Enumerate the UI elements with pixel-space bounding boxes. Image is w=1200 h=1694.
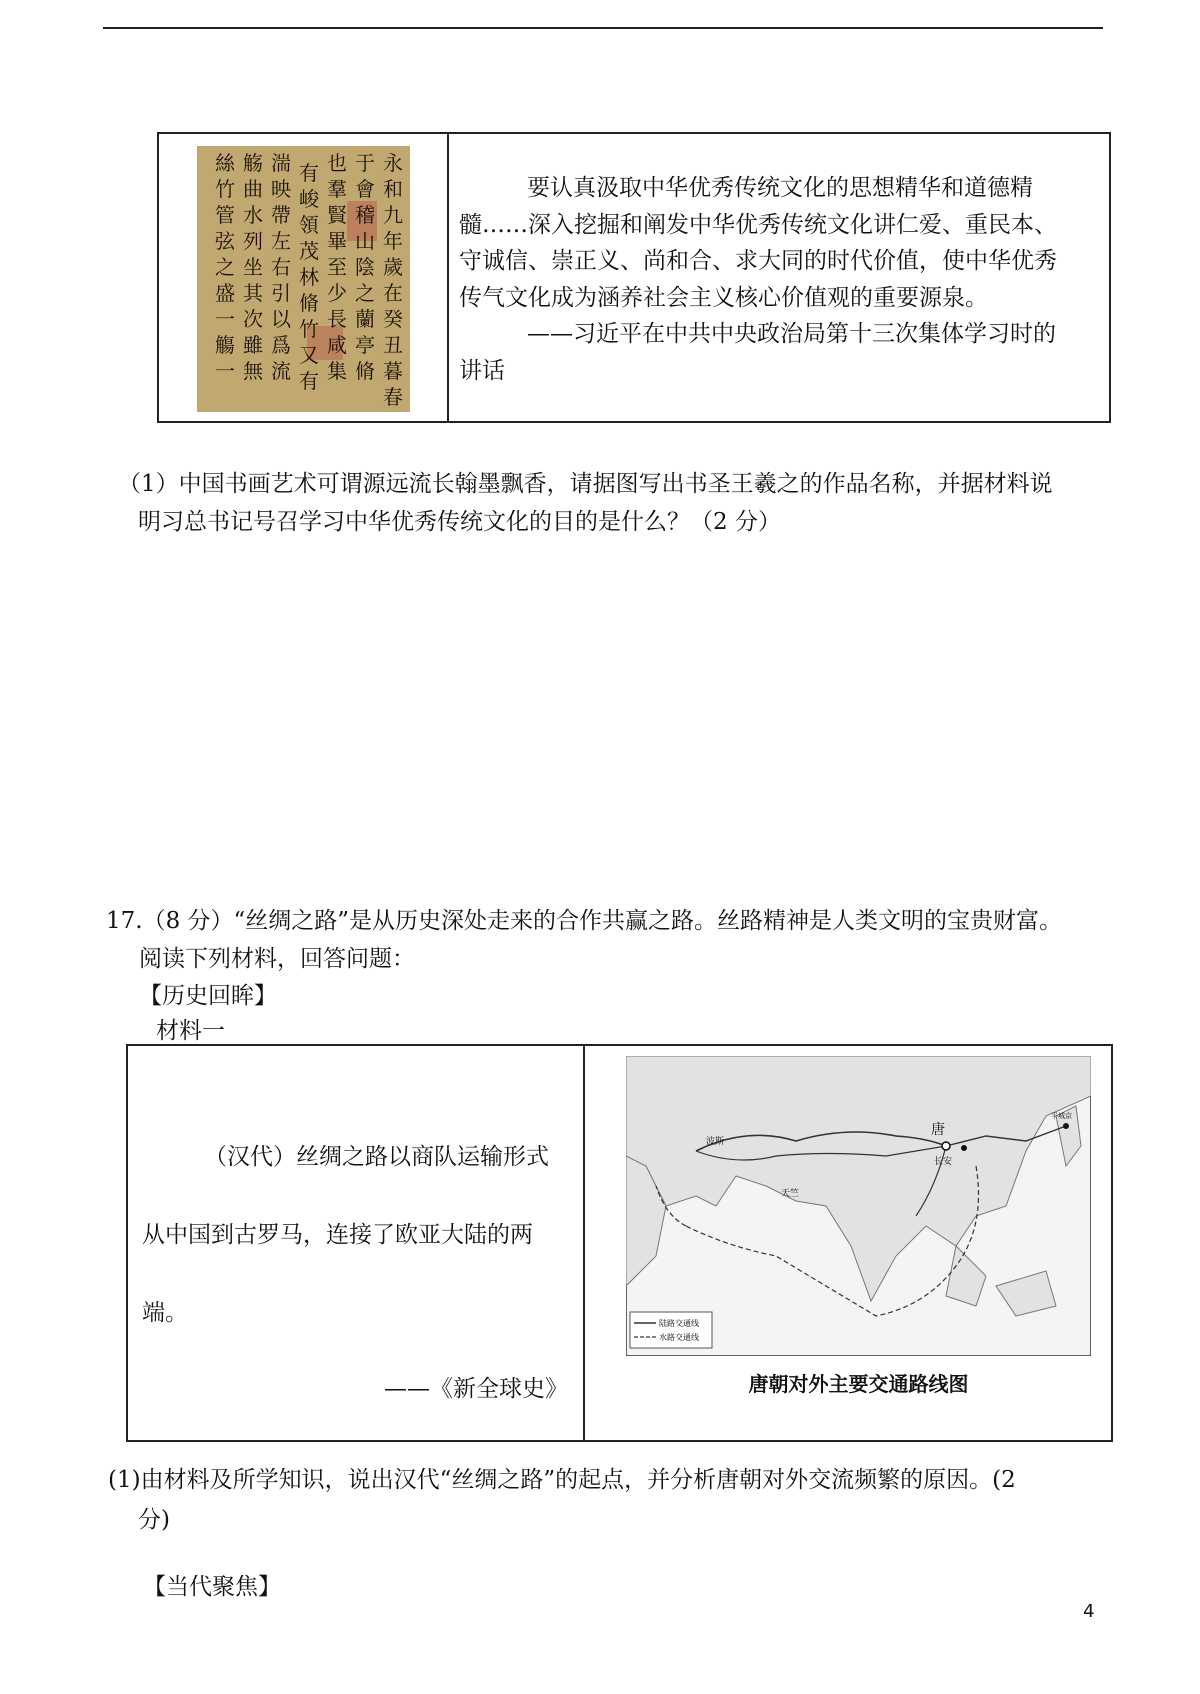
- svg-text:和: 和: [383, 177, 403, 201]
- material-line: 端。: [142, 1300, 188, 1326]
- calligraphy-image: [197, 146, 410, 412]
- svg-text:有: 有: [299, 369, 319, 393]
- svg-text:集: 集: [327, 359, 347, 383]
- svg-text:之: 之: [215, 255, 235, 279]
- svg-text:春: 春: [383, 385, 403, 409]
- svg-text:于: 于: [355, 151, 375, 175]
- map-label-persia: 波斯: [706, 1137, 725, 1147]
- question-17-1-line1: (1)由材料及所学知识，说出汉代“丝绸之路”的起点，并分析唐朝对外交流频繁的原因。(2: [108, 1467, 1016, 1493]
- header-rule: [103, 27, 1103, 29]
- svg-text:永: 永: [383, 151, 403, 175]
- svg-text:雖: 雖: [243, 333, 263, 357]
- svg-text:之: 之: [355, 281, 375, 305]
- svg-text:少: 少: [327, 281, 347, 305]
- quote-source: ——习近平在中共中央政治局第十三次集体学习时的: [527, 321, 1056, 347]
- svg-text:山: 山: [355, 229, 375, 253]
- svg-text:水: 水: [243, 203, 263, 227]
- svg-text:坐: 坐: [243, 255, 263, 279]
- map-caption: 唐朝对外主要交通路线图: [748, 1372, 969, 1396]
- svg-text:脩: 脩: [355, 359, 375, 383]
- svg-text:丑: 丑: [383, 333, 403, 357]
- svg-text:管: 管: [215, 203, 235, 227]
- table-divider: [447, 134, 449, 421]
- svg-text:在: 在: [383, 281, 403, 305]
- svg-text:茂: 茂: [299, 239, 319, 263]
- map-label-tianzhu: 天竺: [781, 1189, 800, 1199]
- svg-text:絲: 絲: [215, 151, 235, 175]
- question-1: [118, 465, 1118, 541]
- svg-text:稽: 稽: [355, 203, 375, 227]
- material-source: ——《新全球史》: [384, 1376, 568, 1402]
- svg-text:流: 流: [271, 359, 291, 383]
- section-heading-history: 【历史回眸】: [139, 983, 277, 1009]
- svg-text:爲: 爲: [271, 333, 291, 357]
- material-table-1: [157, 132, 1111, 423]
- question-17-line1: 17.（8 分）“丝绸之路”是从历史深处走来的合作共赢之路。丝路精神是人类文明的宝贵财富。: [106, 908, 1063, 934]
- svg-text:也: 也: [327, 151, 347, 175]
- svg-text:盛: 盛: [215, 281, 235, 305]
- svg-text:帶: 帶: [271, 203, 291, 227]
- svg-text:竹: 竹: [299, 317, 319, 341]
- quote-line: 守诚信、崇正义、尚和合、求大同的时代价值，使中华优秀: [459, 248, 1057, 274]
- tang-route-map: [626, 1056, 1091, 1356]
- material-table-2: [126, 1044, 1113, 1442]
- quote-line: 要认真汲取中华优秀传统文化的思想精华和道德精: [527, 175, 1033, 201]
- material-line: 从中国到古罗马，连接了欧亚大陆的两: [142, 1222, 533, 1248]
- quote-line: 髓……深入挖掘和阐发中华优秀传统文化讲仁爱、重民本、: [459, 211, 1057, 238]
- material-line: （汉代）丝绸之路以商队运输形式: [204, 1144, 549, 1170]
- svg-text:畢: 畢: [327, 229, 347, 253]
- svg-text:觴: 觴: [215, 333, 235, 357]
- question-17-1: [108, 1460, 1118, 1540]
- svg-text:左: 左: [271, 229, 291, 253]
- svg-text:蘭: 蘭: [355, 307, 375, 331]
- svg-text:竹: 竹: [215, 177, 235, 201]
- svg-text:亭: 亭: [355, 333, 375, 357]
- table-divider: [583, 1046, 585, 1440]
- legend-sea: 水路交通线: [659, 1333, 699, 1342]
- svg-text:至: 至: [327, 255, 347, 279]
- svg-text:賢: 賢: [327, 203, 347, 227]
- question-17: [106, 902, 1126, 978]
- map-label-tang: 唐: [931, 1122, 945, 1138]
- section-heading-contemporary: 【当代聚焦】: [143, 1574, 281, 1600]
- svg-text:次: 次: [243, 307, 263, 331]
- svg-text:湍: 湍: [271, 151, 291, 175]
- legend-land: 陆路交通线: [659, 1319, 699, 1328]
- svg-text:九: 九: [383, 203, 403, 227]
- question-17-1-line2: 分): [138, 1507, 170, 1533]
- svg-text:脩: 脩: [299, 291, 319, 315]
- quote-block: [459, 170, 1099, 389]
- svg-text:又: 又: [299, 343, 319, 367]
- svg-text:咸: 咸: [327, 333, 347, 357]
- svg-text:林: 林: [299, 265, 319, 289]
- material-label: 材料一: [156, 1018, 225, 1044]
- svg-text:會: 會: [355, 177, 375, 201]
- svg-text:暮: 暮: [383, 359, 403, 383]
- question-1-line1: （1）中国书画艺术可谓源远流长翰墨飘香，请据图写出书圣王羲之的作品名称，并据材料说: [118, 471, 1053, 497]
- svg-text:以: 以: [271, 307, 291, 331]
- svg-text:觞: 觞: [243, 151, 263, 175]
- svg-text:一: 一: [215, 359, 235, 383]
- svg-text:右: 右: [271, 255, 291, 279]
- svg-text:列: 列: [243, 229, 263, 253]
- svg-text:其: 其: [243, 281, 263, 305]
- quote-line: 传气文化成为涵养社会主义核心价值观的重要源泉。: [459, 284, 988, 311]
- svg-text:曲: 曲: [243, 177, 263, 201]
- map-label-changan: 长安: [934, 1157, 953, 1167]
- svg-text:長: 長: [327, 307, 347, 331]
- svg-text:有: 有: [299, 161, 319, 185]
- svg-text:歲: 歲: [383, 255, 403, 279]
- svg-text:引: 引: [271, 281, 291, 305]
- svg-text:弦: 弦: [215, 229, 235, 253]
- page-number: 4: [1083, 1601, 1095, 1622]
- svg-text:陰: 陰: [355, 255, 375, 279]
- svg-text:一: 一: [215, 307, 235, 331]
- svg-text:癸: 癸: [383, 307, 403, 331]
- svg-text:無: 無: [243, 359, 263, 383]
- question-17-line2: 阅读下列材料，回答问题：: [139, 946, 415, 972]
- svg-text:年: 年: [383, 229, 403, 253]
- svg-text:羣: 羣: [327, 177, 347, 201]
- svg-text:領: 領: [299, 213, 319, 237]
- map-label-pingcheng: 平城京: [1051, 1112, 1072, 1120]
- svg-text:映: 映: [271, 177, 291, 201]
- question-1-line2: 明习总书记号召学习中华优秀传统文化的目的是什么？（2 分）: [138, 509, 781, 535]
- svg-text:峻: 峻: [299, 187, 319, 211]
- quote-source-cont: 讲话: [459, 357, 505, 384]
